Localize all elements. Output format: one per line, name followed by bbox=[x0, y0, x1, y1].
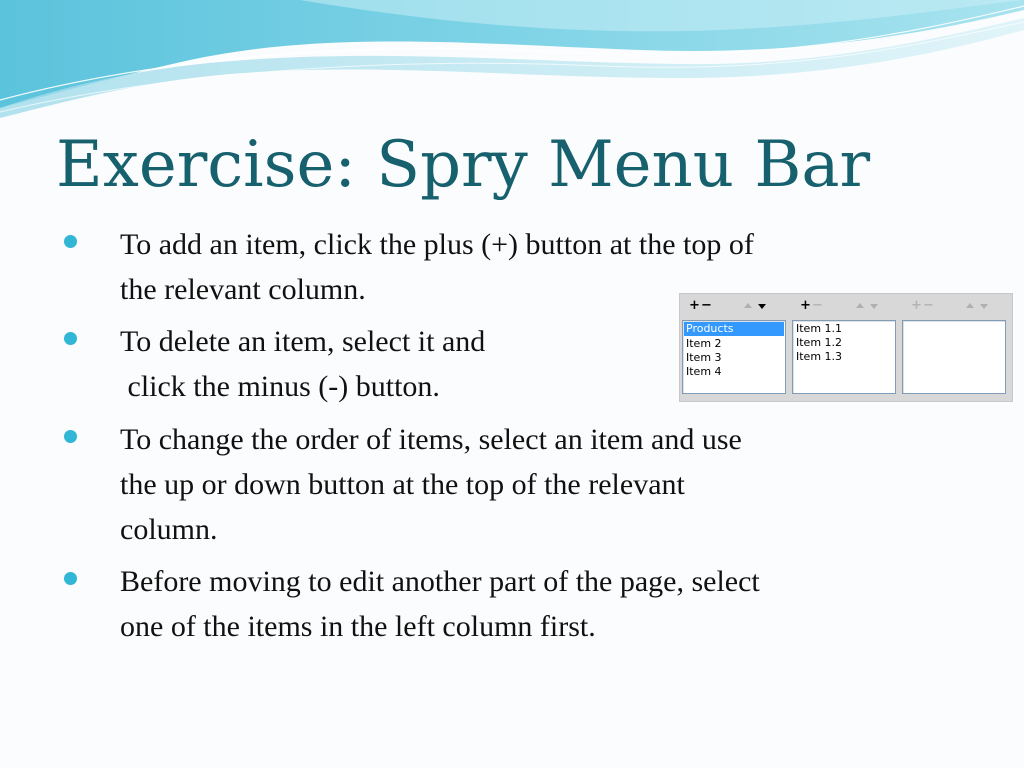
header-wave-decoration bbox=[0, 0, 1024, 120]
menu-column-submenu bbox=[792, 320, 896, 394]
spry-menu-panel bbox=[679, 293, 1013, 402]
remove-item-button-col2[interactable]: − bbox=[812, 298, 823, 313]
add-item-button-col1[interactable]: + bbox=[689, 298, 700, 313]
list-item[interactable]: Item 1.2 bbox=[796, 336, 843, 349]
remove-item-button-col1[interactable]: − bbox=[701, 298, 712, 313]
bullet-line: To change the order of items, select an item and use bbox=[120, 423, 742, 456]
list-item[interactable]: Item 3 bbox=[686, 351, 722, 364]
bullet-line: the up or down button at the top of the relevant bbox=[120, 468, 685, 501]
move-up-icon-col3[interactable] bbox=[966, 303, 974, 308]
menu-column-sub-submenu bbox=[902, 320, 1006, 394]
list-item[interactable]: Item 4 bbox=[686, 365, 722, 378]
menu-column-top-level bbox=[682, 320, 786, 394]
bullet-line: click the minus (-) button. bbox=[120, 370, 440, 403]
move-up-icon-col2[interactable] bbox=[856, 303, 864, 308]
move-down-icon-col3[interactable] bbox=[980, 304, 988, 309]
bullet-line: one of the items in the left column first. bbox=[120, 610, 596, 643]
bullet-dot-icon bbox=[64, 430, 77, 443]
bullet-line: To add an item, click the plus (+) button at the top of bbox=[120, 228, 754, 261]
bullet-before-moving bbox=[120, 559, 760, 649]
bullet-add-item bbox=[120, 222, 754, 312]
bullet-line: Before moving to edit another part of the page, select bbox=[120, 565, 760, 598]
list-item-selected[interactable]: Products bbox=[684, 322, 784, 336]
bullet-line: To delete an item, select it and bbox=[120, 325, 486, 358]
add-item-button-col2[interactable]: + bbox=[800, 298, 811, 313]
list-item[interactable]: Item 1.3 bbox=[796, 350, 843, 363]
move-down-icon-col2[interactable] bbox=[870, 304, 878, 309]
bullet-delete-item bbox=[120, 319, 485, 409]
move-up-icon-col1[interactable] bbox=[744, 303, 752, 308]
bullet-dot-icon bbox=[64, 572, 77, 585]
bullet-dot-icon bbox=[64, 332, 77, 345]
bullet-dot-icon bbox=[64, 235, 77, 248]
move-down-icon-col1[interactable] bbox=[758, 304, 766, 309]
list-item[interactable]: Item 2 bbox=[686, 337, 722, 350]
list-item[interactable]: Item 1.1 bbox=[796, 322, 843, 335]
add-item-button-col3[interactable]: + bbox=[911, 298, 922, 313]
remove-item-button-col3[interactable]: − bbox=[923, 298, 934, 313]
bullet-line: column. bbox=[120, 513, 218, 546]
slide-title: Exercise: Spry Menu Bar bbox=[56, 128, 871, 202]
bullet-line: the relevant column. bbox=[120, 273, 366, 306]
bullet-change-order bbox=[120, 417, 742, 552]
